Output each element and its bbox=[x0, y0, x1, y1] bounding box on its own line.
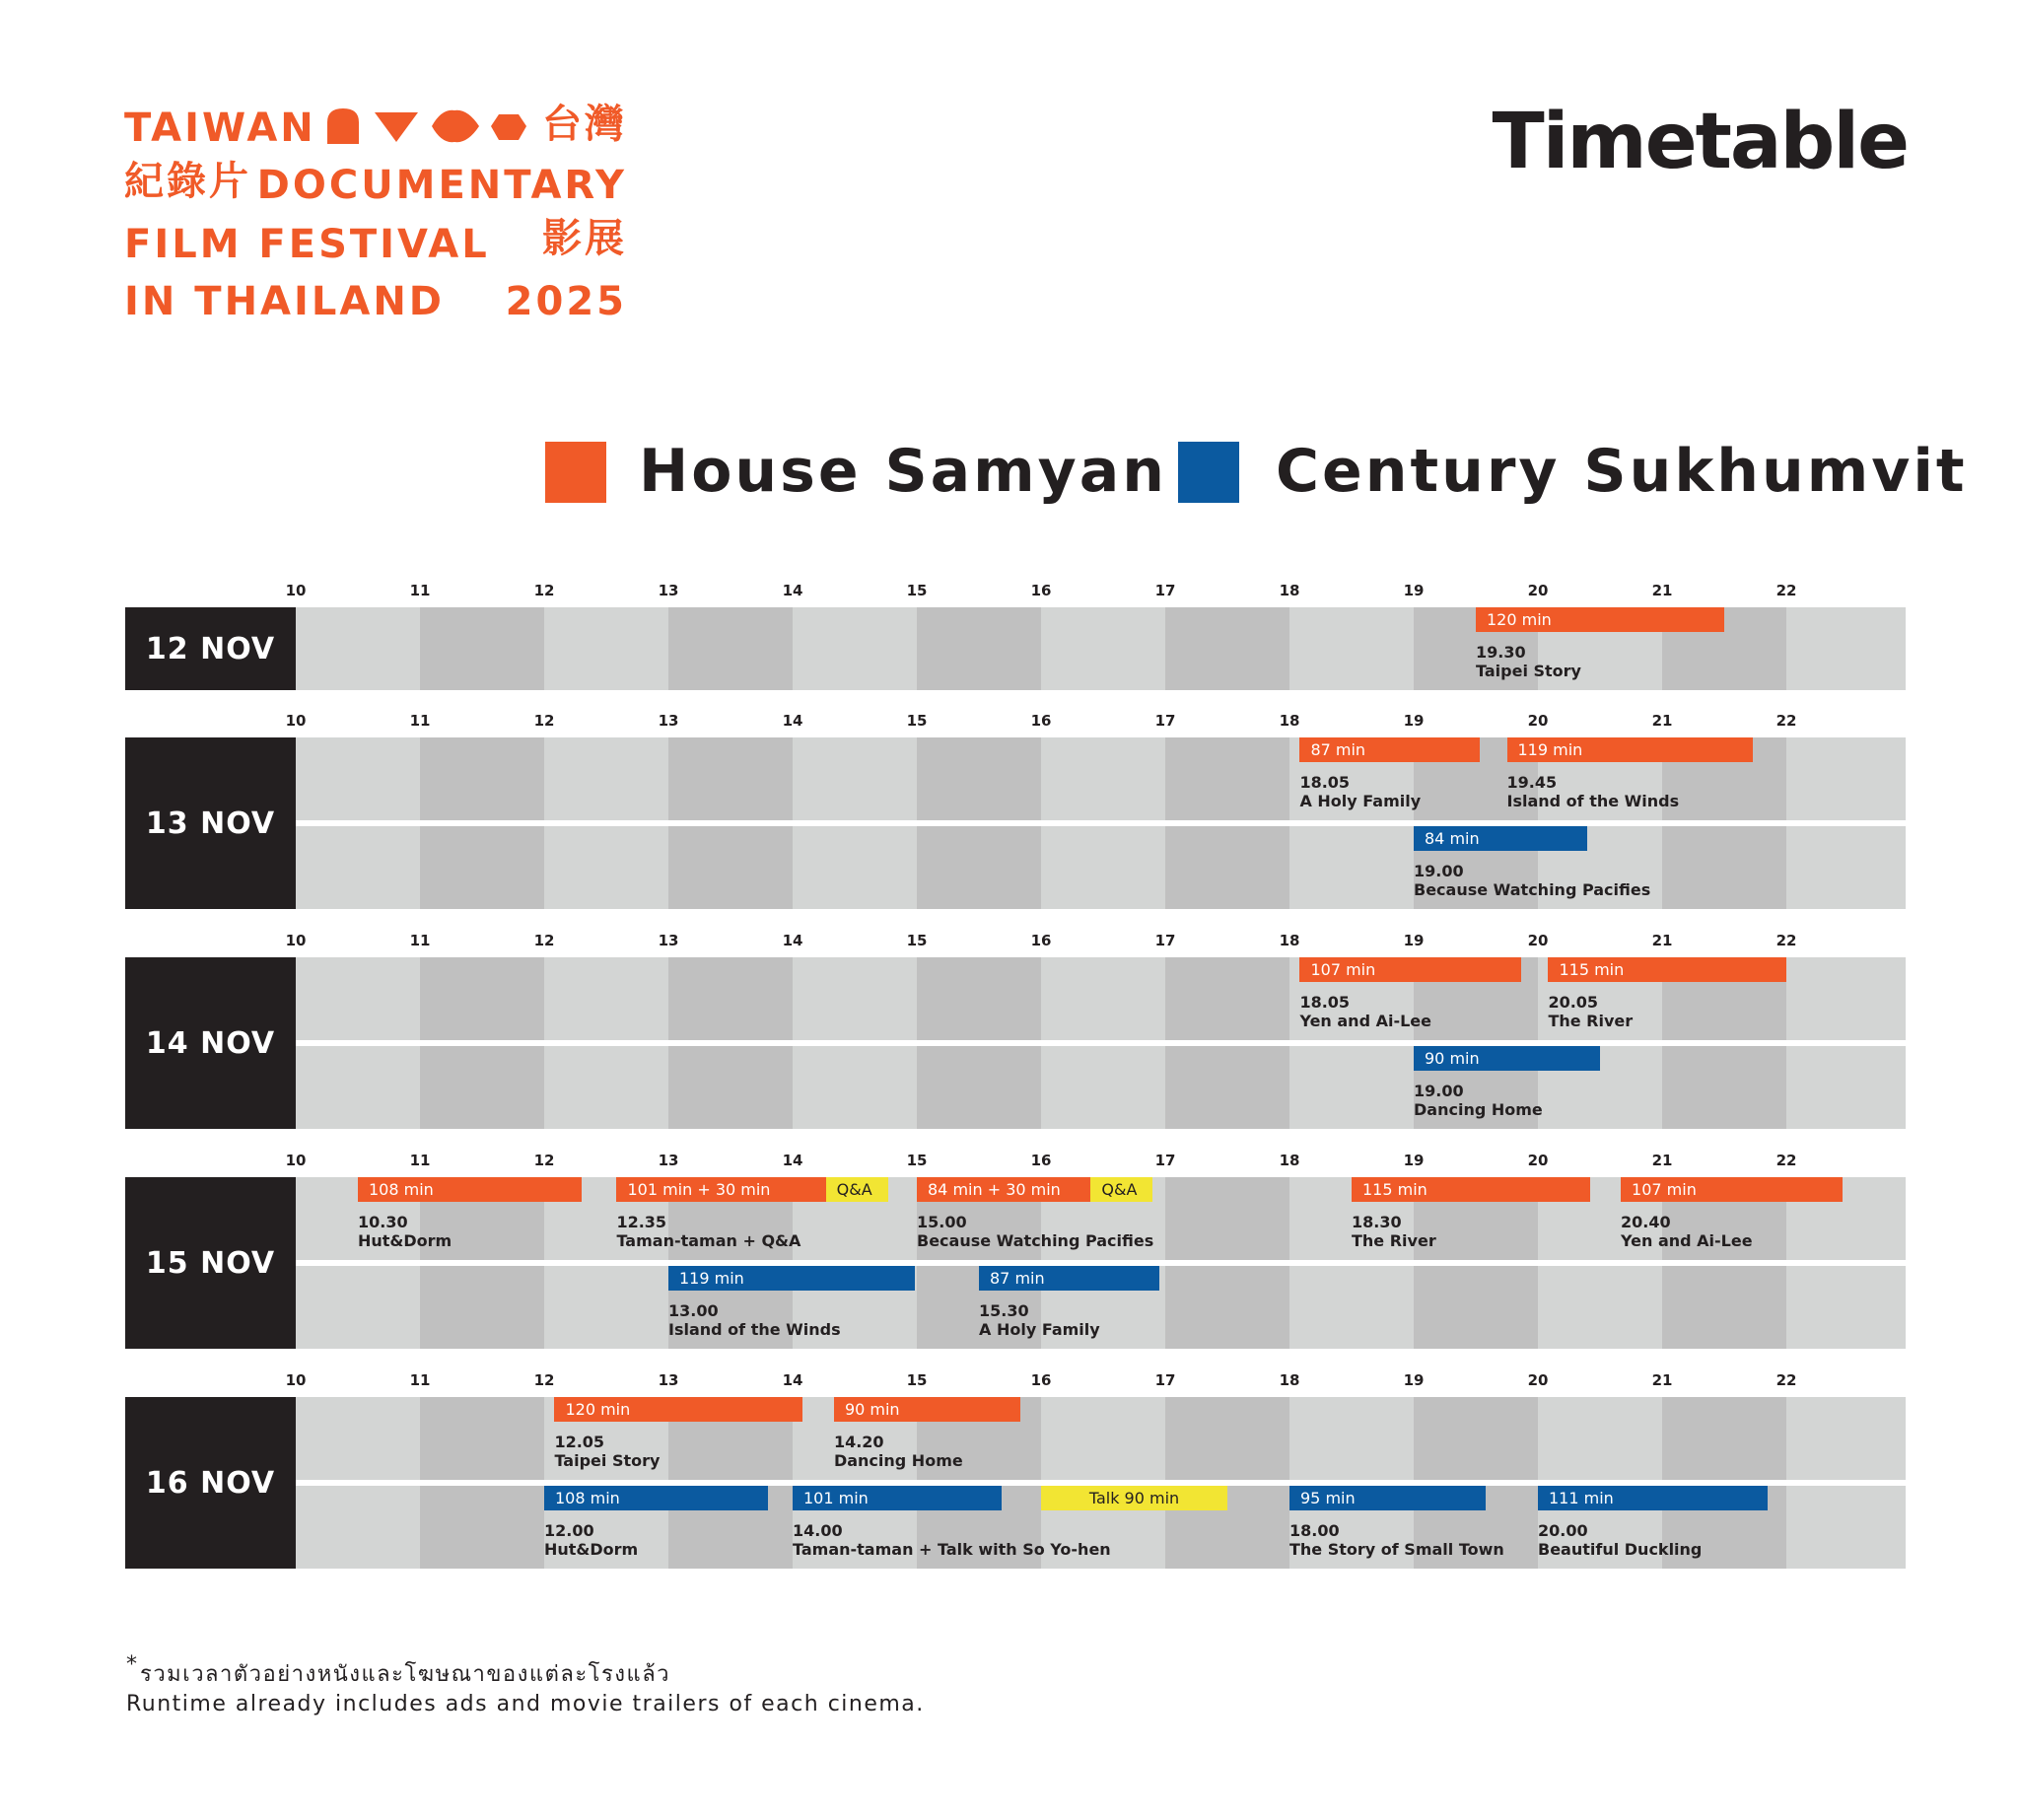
lane-century-sukhumvit bbox=[296, 1046, 1906, 1129]
screening-time: 19.30 bbox=[1476, 643, 1526, 662]
hour-column bbox=[1786, 1266, 1906, 1349]
hour-column bbox=[793, 607, 917, 690]
hour-tick: 22 bbox=[1775, 1152, 1797, 1169]
film-title: Yen and Ai-Lee bbox=[1621, 1231, 1753, 1250]
hour-column bbox=[1786, 737, 1906, 820]
hour-tick: 11 bbox=[409, 582, 431, 599]
hour-column bbox=[420, 1046, 544, 1129]
film-title: Taman-taman + Talk with So Yo-hen bbox=[793, 1540, 1111, 1559]
hour-tick: 14 bbox=[782, 1371, 803, 1389]
runtime-bar: 95 min bbox=[1289, 1486, 1486, 1510]
hour-column bbox=[544, 957, 668, 1040]
screening-time: 12.05 bbox=[554, 1433, 605, 1451]
logo-line1-right: 台灣 bbox=[542, 102, 627, 147]
hour-tick: 11 bbox=[409, 712, 431, 730]
hour-column bbox=[1786, 607, 1906, 690]
hour-tick: 17 bbox=[1154, 1371, 1176, 1389]
hour-tick: 10 bbox=[285, 582, 307, 599]
screening[interactable] bbox=[1041, 1486, 1227, 1569]
legend-century-label: Century Sukhumvit bbox=[1276, 437, 1968, 506]
day-row bbox=[125, 712, 1906, 903]
session-extra-bar: Q&A bbox=[1090, 1177, 1152, 1202]
hour-column bbox=[1165, 1046, 1289, 1129]
hour-column bbox=[1662, 1046, 1786, 1129]
hour-column bbox=[544, 607, 668, 690]
runtime-bar: 101 min bbox=[793, 1486, 1002, 1510]
film-title: Yen and Ai-Lee bbox=[1299, 1012, 1431, 1030]
hour-column bbox=[544, 1266, 668, 1349]
lane-house-samyan bbox=[296, 957, 1906, 1040]
hour-column bbox=[917, 737, 1041, 820]
footnote-asterisk: * bbox=[126, 1652, 139, 1677]
hour-column bbox=[1414, 1397, 1538, 1480]
hour-tick: 13 bbox=[658, 932, 679, 949]
hour-column bbox=[1538, 1397, 1662, 1480]
screening-time: 18.05 bbox=[1299, 993, 1351, 1012]
hour-tick: 13 bbox=[658, 1152, 679, 1169]
hour-column bbox=[1662, 1397, 1786, 1480]
hour-column bbox=[668, 607, 793, 690]
hour-column bbox=[1041, 957, 1165, 1040]
hour-column bbox=[296, 607, 420, 690]
screening[interactable] bbox=[358, 1177, 582, 1260]
hour-column bbox=[1165, 1266, 1289, 1349]
screening[interactable] bbox=[1289, 1486, 1504, 1569]
day-label: 14 NOV bbox=[125, 957, 296, 1129]
hour-column bbox=[420, 1266, 544, 1349]
hour-tick: 12 bbox=[533, 712, 555, 730]
logo-line3-right: 影展 bbox=[542, 216, 627, 261]
hour-tick: 16 bbox=[1030, 1371, 1052, 1389]
runtime-bar: 115 min bbox=[1352, 1177, 1590, 1202]
hour-tick: 11 bbox=[409, 1371, 431, 1389]
hour-column bbox=[668, 737, 793, 820]
logo-line4-left: IN THAILAND bbox=[124, 279, 446, 324]
hour-column bbox=[544, 737, 668, 820]
film-title: Because Watching Pacifies bbox=[1414, 880, 1651, 899]
screening-time: 19.45 bbox=[1506, 773, 1558, 792]
hour-tick: 18 bbox=[1279, 712, 1300, 730]
film-title: Taipei Story bbox=[554, 1451, 661, 1470]
hour-column bbox=[296, 1046, 420, 1129]
runtime-bar: 120 min bbox=[554, 1397, 802, 1422]
screening-time: 10.30 bbox=[358, 1213, 408, 1231]
hour-column bbox=[420, 607, 544, 690]
screening[interactable] bbox=[554, 1397, 802, 1480]
film-title: Dancing Home bbox=[833, 1451, 963, 1470]
screening-time: 13.00 bbox=[668, 1301, 719, 1320]
venue-legend bbox=[545, 437, 1968, 506]
screening[interactable] bbox=[1090, 1177, 1152, 1260]
screening-time: 14.20 bbox=[833, 1433, 884, 1451]
hour-tick: 15 bbox=[906, 582, 928, 599]
lane-century-sukhumvit bbox=[296, 1266, 1906, 1349]
hour-column bbox=[1289, 1266, 1414, 1349]
logo-line2-right: DOCUMENTARY bbox=[256, 163, 627, 208]
film-title: Taipei Story bbox=[1476, 662, 1581, 680]
hour-column bbox=[793, 826, 917, 909]
hour-column bbox=[1289, 826, 1414, 909]
hour-tick: 17 bbox=[1154, 1152, 1176, 1169]
lane-century-sukhumvit bbox=[296, 826, 1906, 909]
hour-tick: 18 bbox=[1279, 1371, 1300, 1389]
hour-column bbox=[1289, 1046, 1414, 1129]
hour-column bbox=[296, 737, 420, 820]
hour-tick: 21 bbox=[1651, 1152, 1673, 1169]
screening[interactable] bbox=[826, 1177, 888, 1260]
film-title: A Holy Family bbox=[979, 1320, 1100, 1339]
hour-tick: 12 bbox=[533, 582, 555, 599]
hour-tick: 21 bbox=[1651, 932, 1673, 949]
hour-column bbox=[296, 1266, 420, 1349]
hour-column bbox=[917, 826, 1041, 909]
hour-column bbox=[1414, 1266, 1538, 1349]
hour-tick: 22 bbox=[1775, 1371, 1797, 1389]
lane-house-samyan bbox=[296, 737, 1906, 820]
hour-column bbox=[1786, 1486, 1906, 1569]
hour-tick: 18 bbox=[1279, 932, 1300, 949]
hour-tick: 16 bbox=[1030, 932, 1052, 949]
hour-tick: 15 bbox=[906, 1371, 928, 1389]
hour-column bbox=[1165, 957, 1289, 1040]
hour-tick: 13 bbox=[658, 1371, 679, 1389]
festival-logo bbox=[124, 99, 627, 325]
hour-column bbox=[420, 957, 544, 1040]
day-label: 12 NOV bbox=[125, 607, 296, 690]
hour-column bbox=[1786, 1397, 1906, 1480]
screening[interactable] bbox=[834, 1397, 1020, 1480]
hour-column bbox=[1165, 1397, 1289, 1480]
hour-column bbox=[296, 1486, 420, 1569]
day-row bbox=[125, 582, 1906, 684]
logo-line4-right: 2025 bbox=[505, 279, 627, 324]
hour-tick: 22 bbox=[1775, 582, 1797, 599]
film-title: The Story of Small Town bbox=[1289, 1540, 1504, 1559]
hour-column bbox=[1041, 826, 1165, 909]
screening-time: 20.00 bbox=[1538, 1521, 1588, 1540]
screening[interactable] bbox=[1352, 1177, 1590, 1260]
film-title: Island of the Winds bbox=[668, 1320, 841, 1339]
film-title: A Holy Family bbox=[1299, 792, 1422, 810]
hour-column bbox=[1662, 826, 1786, 909]
hour-column bbox=[1662, 1266, 1786, 1349]
runtime-bar: 119 min bbox=[668, 1266, 915, 1291]
hour-tick: 16 bbox=[1030, 582, 1052, 599]
runtime-bar: 108 min bbox=[544, 1486, 768, 1510]
runtime-bar: 87 min bbox=[1299, 737, 1480, 762]
hour-tick: 14 bbox=[782, 712, 803, 730]
hour-column bbox=[420, 737, 544, 820]
hour-column bbox=[1041, 607, 1165, 690]
film-title: Because Watching Pacifies bbox=[917, 1231, 1154, 1250]
hour-column bbox=[1041, 1046, 1165, 1129]
hour-column bbox=[1165, 607, 1289, 690]
screening[interactable] bbox=[1507, 737, 1754, 820]
hour-column bbox=[1786, 826, 1906, 909]
screening-time: 18.00 bbox=[1289, 1521, 1340, 1540]
session-extra-bar: Q&A bbox=[826, 1177, 888, 1202]
screening[interactable] bbox=[979, 1266, 1159, 1349]
hour-column bbox=[1165, 826, 1289, 909]
hour-column bbox=[544, 826, 668, 909]
lane-house-samyan bbox=[296, 607, 1906, 690]
hour-tick: 14 bbox=[782, 1152, 803, 1169]
film-title: Island of the Winds bbox=[1506, 792, 1680, 810]
hour-tick: 22 bbox=[1775, 932, 1797, 949]
logo-shapes-icon bbox=[325, 106, 532, 146]
hour-tick: 14 bbox=[782, 932, 803, 949]
hour-tick: 20 bbox=[1527, 1371, 1549, 1389]
hour-tick: 16 bbox=[1030, 1152, 1052, 1169]
film-title: The River bbox=[1352, 1231, 1436, 1250]
hour-tick: 21 bbox=[1651, 712, 1673, 730]
screening[interactable] bbox=[1476, 607, 1724, 690]
hour-column bbox=[793, 957, 917, 1040]
hour-column bbox=[296, 826, 420, 909]
runtime-bar: 111 min bbox=[1538, 1486, 1768, 1510]
hour-column bbox=[1041, 737, 1165, 820]
hour-column bbox=[296, 1397, 420, 1480]
runtime-bar: 90 min bbox=[834, 1397, 1020, 1422]
hour-column bbox=[917, 957, 1041, 1040]
film-title: Taman-taman + Q&A bbox=[616, 1231, 801, 1250]
hour-column bbox=[1786, 957, 1906, 1040]
film-title: Hut&Dorm bbox=[358, 1231, 453, 1250]
screening[interactable] bbox=[793, 1486, 1111, 1569]
hour-column bbox=[1538, 1266, 1662, 1349]
hour-tick: 18 bbox=[1279, 1152, 1300, 1169]
runtime-bar: 108 min bbox=[358, 1177, 582, 1202]
hour-column bbox=[1165, 737, 1289, 820]
footnote-thai: รวมเวลาตัวอย่างหนังและโฆษณาของแต่ละโรงแล้ว bbox=[140, 1662, 671, 1687]
hour-tick: 20 bbox=[1527, 932, 1549, 949]
screening-time: 19.00 bbox=[1414, 1082, 1464, 1100]
day-row bbox=[125, 932, 1906, 1123]
hour-column bbox=[544, 1046, 668, 1129]
runtime-bar: 90 min bbox=[1414, 1046, 1600, 1071]
hour-tick: 17 bbox=[1154, 582, 1176, 599]
screening[interactable] bbox=[1414, 826, 1651, 909]
screening[interactable] bbox=[668, 1266, 915, 1349]
logo-line1-left: TAIWAN bbox=[124, 105, 316, 151]
session-extra-bar: Talk 90 min bbox=[1041, 1486, 1227, 1510]
hour-tick: 15 bbox=[906, 1152, 928, 1169]
screening[interactable] bbox=[1538, 1486, 1768, 1569]
hour-tick: 12 bbox=[533, 932, 555, 949]
footnote bbox=[126, 1652, 925, 1719]
hour-column bbox=[917, 607, 1041, 690]
runtime-bar: 84 min + 30 min bbox=[917, 1177, 1090, 1202]
hour-tick: 19 bbox=[1403, 1371, 1425, 1389]
runtime-bar: 107 min bbox=[1621, 1177, 1843, 1202]
hour-tick: 20 bbox=[1527, 582, 1549, 599]
hour-tick: 10 bbox=[285, 1152, 307, 1169]
screening-time: 15.00 bbox=[917, 1213, 967, 1231]
legend-house-swatch bbox=[545, 442, 606, 503]
hour-column bbox=[420, 1397, 544, 1480]
hour-tick: 12 bbox=[533, 1371, 555, 1389]
legend-house-label: House Samyan bbox=[639, 437, 1167, 506]
day-label: 16 NOV bbox=[125, 1397, 296, 1569]
hour-tick: 15 bbox=[906, 712, 928, 730]
hour-column bbox=[1786, 1046, 1906, 1129]
hour-tick: 20 bbox=[1527, 1152, 1549, 1169]
lane-century-sukhumvit bbox=[296, 1486, 1906, 1569]
screening[interactable] bbox=[1548, 957, 1786, 1040]
runtime-bar: 87 min bbox=[979, 1266, 1159, 1291]
hour-tick: 18 bbox=[1279, 582, 1300, 599]
hour-tick: 13 bbox=[658, 582, 679, 599]
screening-time: 19.00 bbox=[1414, 862, 1464, 880]
screening-time: 15.30 bbox=[979, 1301, 1029, 1320]
hour-tick: 19 bbox=[1403, 1152, 1425, 1169]
day-label: 13 NOV bbox=[125, 737, 296, 909]
day-row bbox=[125, 1371, 1906, 1563]
screening-time: 12.00 bbox=[544, 1521, 594, 1540]
hour-tick: 22 bbox=[1775, 712, 1797, 730]
screening[interactable] bbox=[1414, 1046, 1600, 1129]
film-title: Dancing Home bbox=[1414, 1100, 1543, 1119]
hour-tick: 21 bbox=[1651, 582, 1673, 599]
hour-tick: 10 bbox=[285, 932, 307, 949]
footnote-english: Runtime already includes ads and movie trailers of each cinema. bbox=[126, 1692, 925, 1716]
hour-column bbox=[793, 737, 917, 820]
hour-tick: 17 bbox=[1154, 932, 1176, 949]
day-label: 15 NOV bbox=[125, 1177, 296, 1349]
screening[interactable] bbox=[616, 1177, 825, 1260]
screening-time: 20.40 bbox=[1621, 1213, 1671, 1231]
hour-column bbox=[917, 1046, 1041, 1129]
hour-column bbox=[420, 1486, 544, 1569]
logo-line3-left: FILM FESTIVAL bbox=[124, 222, 490, 267]
hour-tick: 11 bbox=[409, 932, 431, 949]
screening-time: 18.30 bbox=[1352, 1213, 1402, 1231]
runtime-bar: 107 min bbox=[1299, 957, 1521, 982]
hour-column bbox=[296, 957, 420, 1040]
film-title: The River bbox=[1548, 1012, 1634, 1030]
hour-tick: 20 bbox=[1527, 712, 1549, 730]
runtime-bar: 120 min bbox=[1476, 607, 1724, 632]
screening-time: 18.05 bbox=[1299, 773, 1351, 792]
hour-tick: 13 bbox=[658, 712, 679, 730]
hour-column bbox=[1289, 1397, 1414, 1480]
screening[interactable] bbox=[1621, 1177, 1843, 1260]
runtime-bar: 101 min + 30 min bbox=[616, 1177, 825, 1202]
hour-column bbox=[1041, 1397, 1165, 1480]
film-title: Hut&Dorm bbox=[544, 1540, 639, 1559]
hour-tick: 21 bbox=[1651, 1371, 1673, 1389]
day-row bbox=[125, 1152, 1906, 1343]
hour-tick: 10 bbox=[285, 712, 307, 730]
hour-tick: 19 bbox=[1403, 712, 1425, 730]
hour-tick: 16 bbox=[1030, 712, 1052, 730]
page-title: Timetable bbox=[1492, 98, 1908, 186]
hour-column bbox=[420, 826, 544, 909]
hour-column bbox=[668, 826, 793, 909]
screening[interactable] bbox=[1299, 737, 1480, 820]
hour-tick: 19 bbox=[1403, 582, 1425, 599]
hour-column bbox=[793, 1046, 917, 1129]
hour-tick: 11 bbox=[409, 1152, 431, 1169]
hour-column bbox=[668, 957, 793, 1040]
screening-time: 12.35 bbox=[616, 1213, 667, 1231]
runtime-bar: 115 min bbox=[1548, 957, 1786, 982]
lane-house-samyan bbox=[296, 1177, 1906, 1260]
hour-tick: 10 bbox=[285, 1371, 307, 1389]
screening[interactable] bbox=[1299, 957, 1521, 1040]
film-title: Beautiful Duckling bbox=[1538, 1540, 1703, 1559]
hour-tick: 12 bbox=[533, 1152, 555, 1169]
hour-column bbox=[668, 1046, 793, 1129]
hour-column bbox=[1165, 1177, 1289, 1260]
screening-time: 14.00 bbox=[793, 1521, 843, 1540]
screening-time: 20.05 bbox=[1548, 993, 1599, 1012]
hour-column bbox=[1289, 607, 1414, 690]
hour-tick: 19 bbox=[1403, 932, 1425, 949]
runtime-bar: 119 min bbox=[1507, 737, 1754, 762]
logo-line2-left: 紀錄片 bbox=[124, 159, 251, 204]
runtime-bar: 84 min bbox=[1414, 826, 1587, 851]
hour-tick: 15 bbox=[906, 932, 928, 949]
hour-tick: 17 bbox=[1154, 712, 1176, 730]
screening[interactable] bbox=[544, 1486, 768, 1569]
hour-tick: 14 bbox=[782, 582, 803, 599]
legend-century-swatch bbox=[1178, 442, 1239, 503]
lane-house-samyan bbox=[296, 1397, 1906, 1480]
